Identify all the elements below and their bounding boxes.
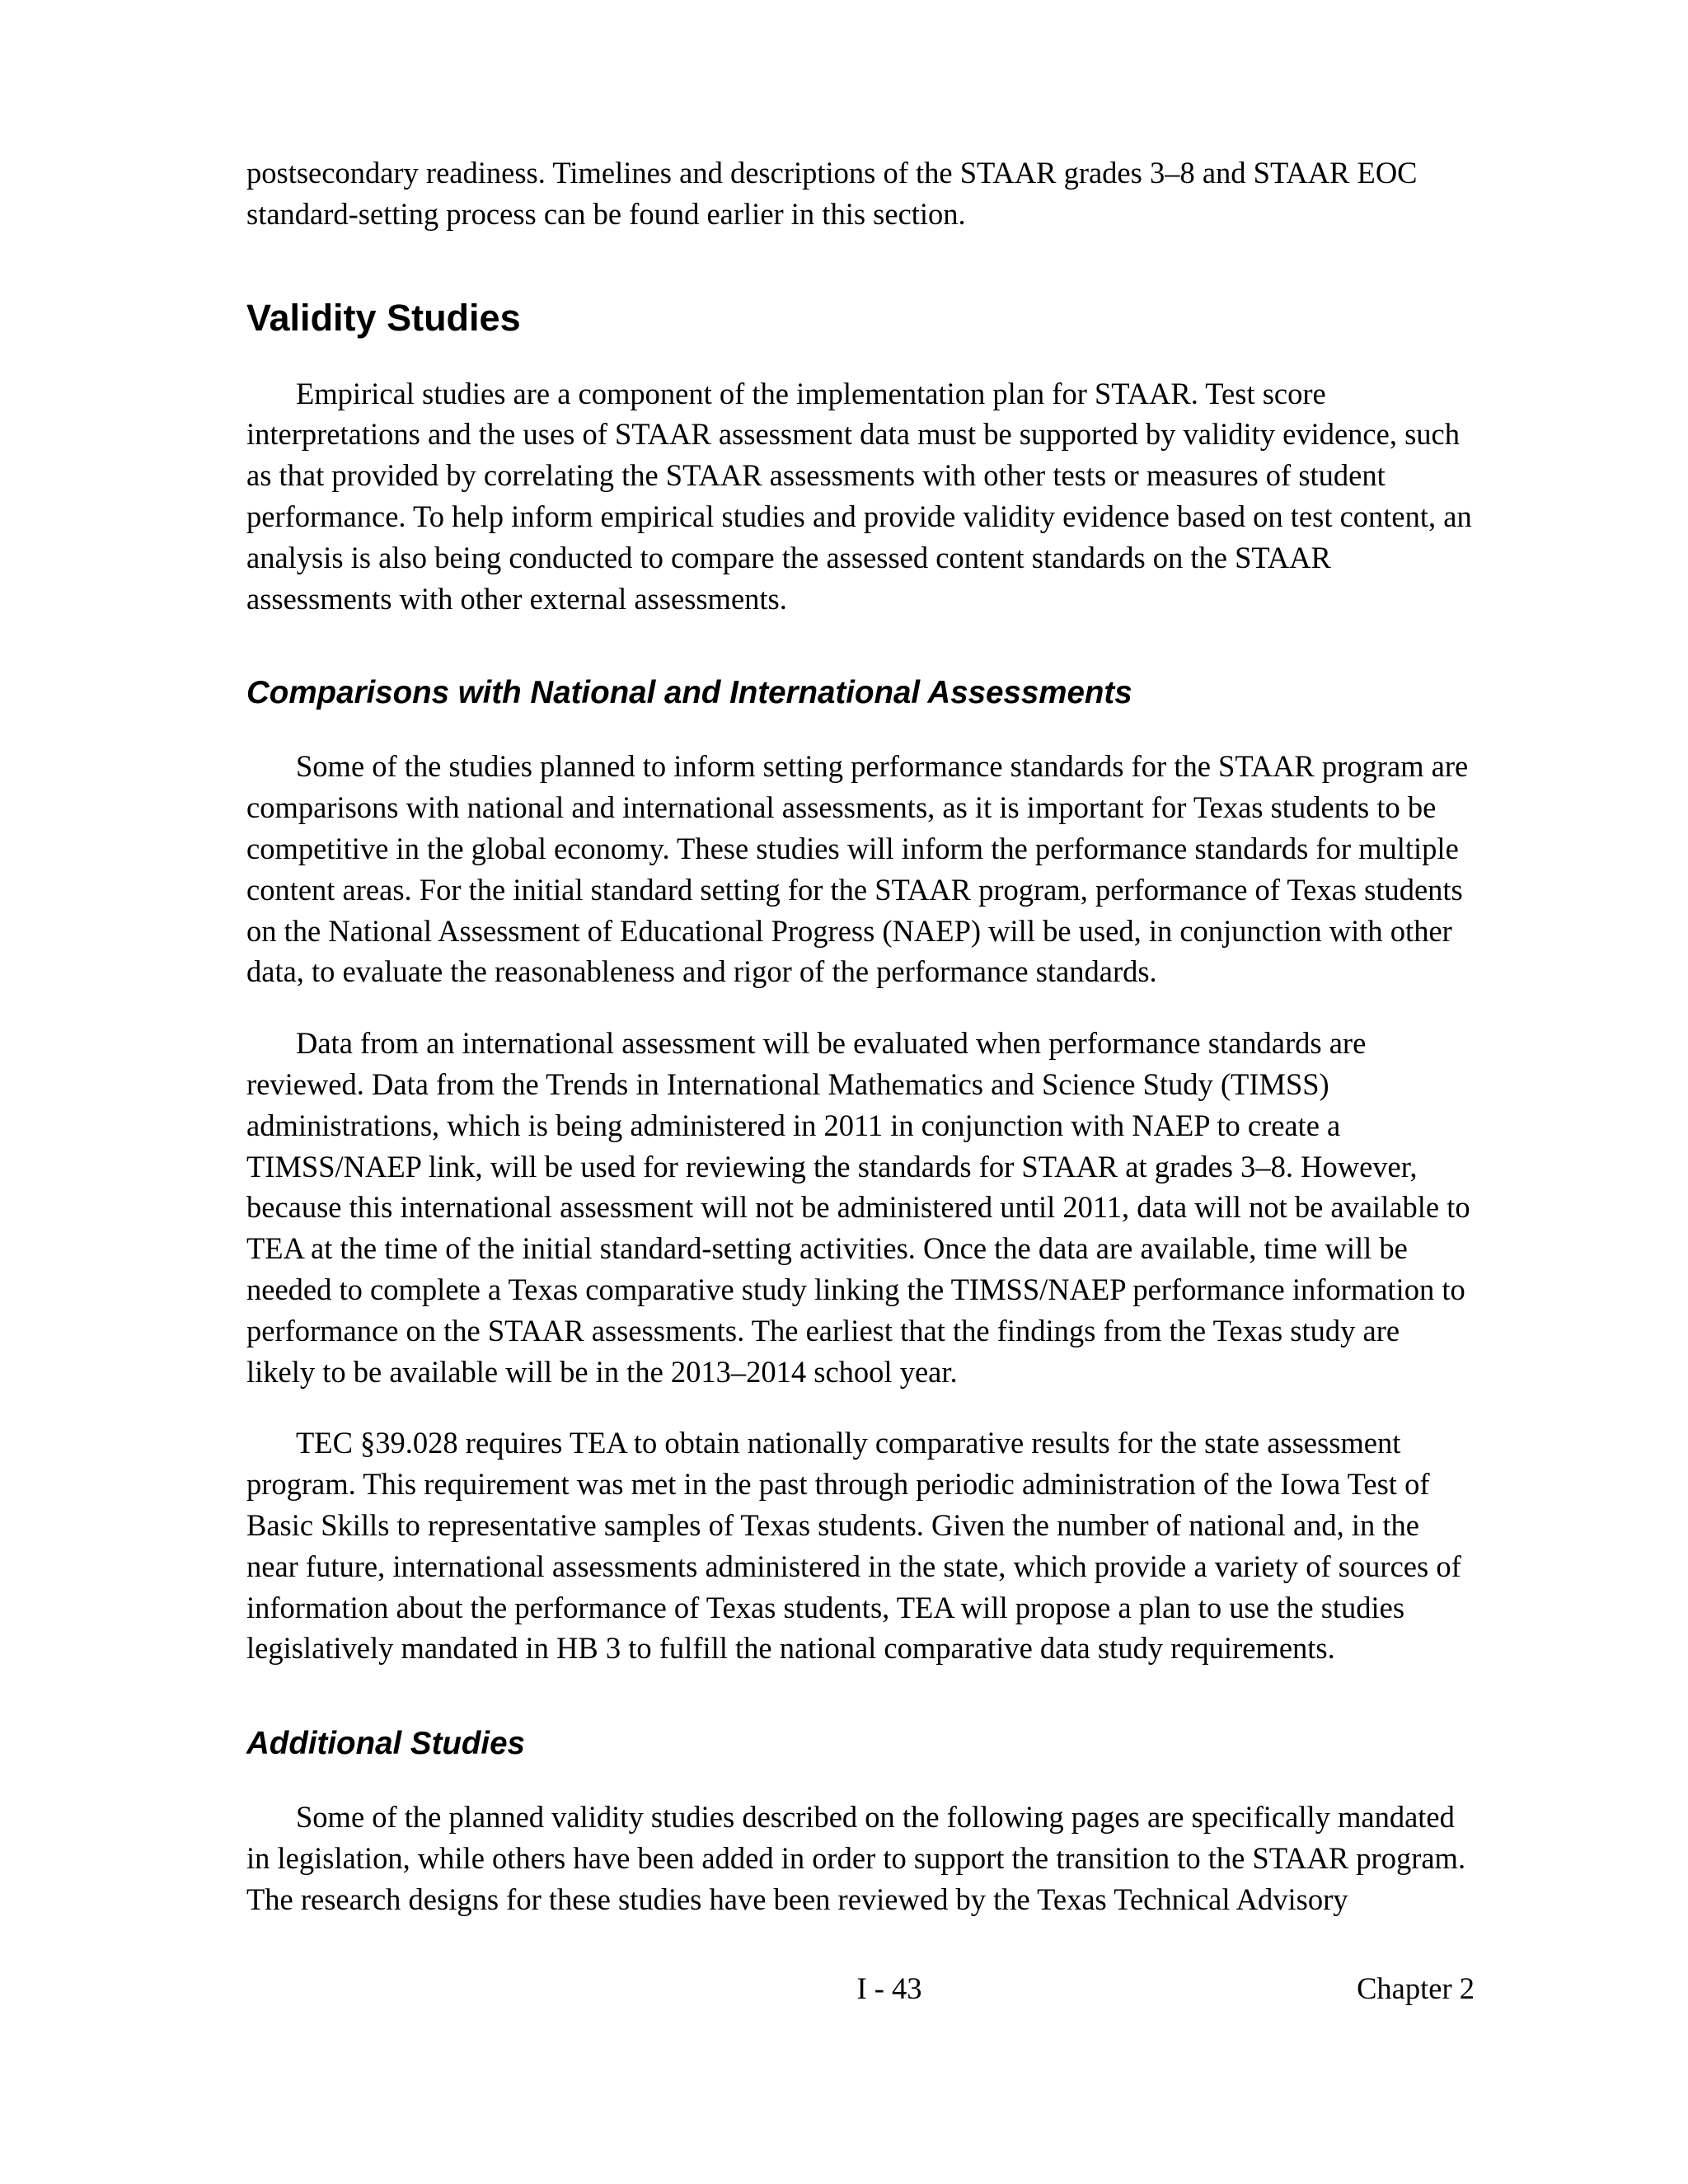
chapter-label: Chapter 2 [1357, 1971, 1475, 2005]
comparisons-paragraph-1: Some of the studies planned to inform setting performance standards for the STAAR program are comparisons with national and international assessments, as it is important for Texas students to be competitive in the global economy. These studies will inform the performance standards for multiple content areas. For the initial standard setting for the STAAR program, performance of Texas students on the National Assessment of Educational Progress (NAEP) will be used, in conjunction with other data, to evaluate the reasonableness and rigor of the performance standards. [246, 749, 1469, 989]
subsection-heading-comparisons: Comparisons with National and International Assessments [246, 675, 1132, 711]
additional-studies-paragraph: Some of the planned validity studies described on the following pages are specifically mandated in legislation, while others have been added in order to support the transition to the STAAR program. The research designs for these studies have been reviewed by the Texas Technical Advisory [246, 1800, 1466, 1916]
section-heading-validity-studies: Validity Studies [246, 296, 521, 339]
comparisons-paragraph-2: Data from an international assessment will be evaluated when performance standards are reviewed. Data from the Trends in International Mathematics and Science Study (TIMSS) administrations, which is being administered in 2011 in conjunction with NAEP to create a TIMSS/NAEP link, will be used for reviewing the standards for STAAR at grades 3–8. However, because this international assessment will not be administered until 2011, data will not be available to TEA at the time of the initial standard-setting activities. Once the data are available, time will be needed to complete a Texas comparative study linking the TIMSS/NAEP performance information to performance on the STAAR assessments. The earliest that the findings from the Texas study are likely to be available will be in the 2013–2014 school year. [246, 1026, 1470, 1389]
page-number: I - 43 [856, 1971, 922, 2005]
comparisons-paragraph-3: TEC §39.028 requires TEA to obtain nationally comparative results for the state assessment program. This requirement was met in the past through periodic administration of the Iowa Test of Basic Skills to representative samples of Texas students. Given the number of national and, in the near future, international assessments administered in the state, which provide a variety of sources of information about the performance of Texas students, TEA will propose a plan to use the studies legislatively mandated in HB 3 to fulfill the national comparative data study requirements. [246, 1426, 1461, 1666]
page-footer [246, 1968, 1475, 2009]
validity-studies-paragraph: Empirical studies are a component of the implementation plan for STAAR. Test score interpretations and the uses of STAAR assessment data must be supported by validity evidence, such as that provided by correlating the STAAR assessments with other tests or measures of student performance. To help inform empirical studies and provide validity evidence based on test content, an analysis is also being conducted to compare the assessed content standards on the STAAR assessments with other external assessments. [246, 376, 1472, 616]
page-content [246, 152, 1475, 1920]
subsection-heading-additional-studies: Additional Studies [246, 1726, 525, 1762]
intro-paragraph: postsecondary readiness. Timelines and descriptions of the STAAR grades 3–8 and STAAR EOC standard-setting process can be found earlier in this section. [246, 156, 1418, 231]
